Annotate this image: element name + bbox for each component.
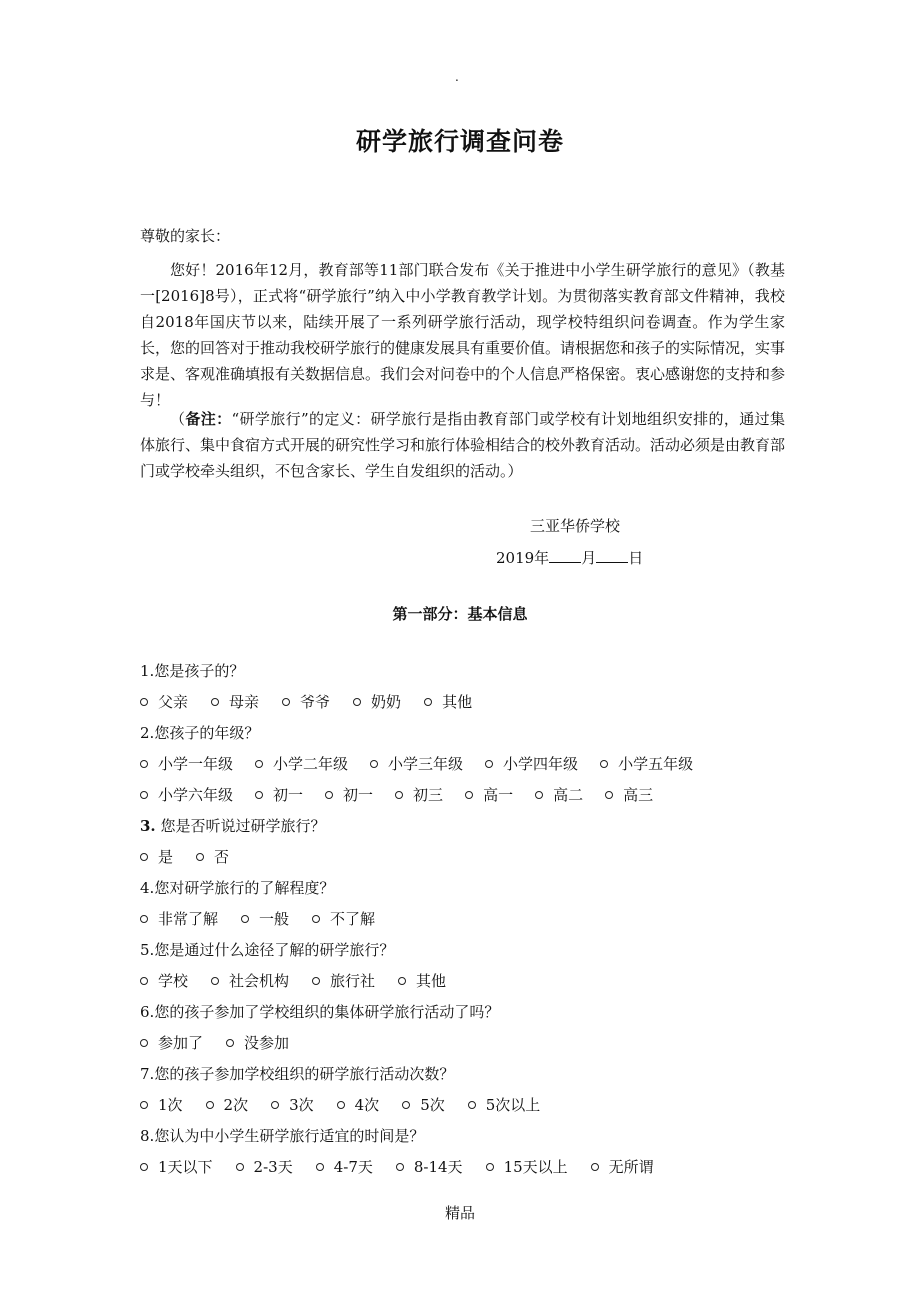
option-label: 1次 [158, 1096, 183, 1114]
radio-option[interactable] [395, 784, 443, 806]
radio-option[interactable] [140, 784, 233, 806]
radio-option[interactable] [236, 1156, 293, 1178]
radio-option[interactable] [140, 1032, 203, 1054]
note-open-paren: （ [170, 410, 186, 428]
question-number: 2. [140, 724, 155, 742]
radio-option[interactable] [271, 1094, 314, 1116]
radio-circle-icon[interactable] [402, 1101, 410, 1109]
radio-circle-icon[interactable] [325, 791, 333, 799]
school-name: 三亚华侨学校 [530, 517, 621, 535]
option-label: 小学六年级 [158, 786, 234, 804]
option-label: 5次 [420, 1096, 445, 1114]
option-label: 小学二年级 [273, 755, 349, 773]
radio-circle-icon[interactable] [211, 977, 219, 985]
radio-option[interactable] [140, 970, 188, 992]
question-number: 6. [140, 1003, 155, 1021]
radio-option[interactable] [312, 908, 375, 930]
radio-option[interactable] [196, 846, 229, 868]
radio-option[interactable] [255, 753, 348, 775]
question-number: 3. [140, 817, 156, 835]
radio-circle-icon[interactable] [485, 760, 493, 768]
radio-option[interactable] [591, 1156, 654, 1178]
radio-option[interactable] [370, 753, 463, 775]
radio-option[interactable] [140, 1156, 213, 1178]
question-text: 您孩子的年级？ [154, 724, 260, 742]
page-title: 研学旅行调查问卷 [355, 127, 564, 156]
radio-circle-icon[interactable] [255, 760, 263, 768]
radio-circle-icon[interactable] [396, 1163, 404, 1171]
question-5 [140, 939, 790, 970]
question-number: 8. [140, 1127, 155, 1145]
question-text: 您认为中小学生研学旅行适宜的时间是？ [154, 1127, 425, 1145]
option-label: 社会机构 [229, 972, 290, 990]
option-label: 4-7天 [333, 1158, 373, 1176]
radio-circle-icon[interactable] [600, 760, 608, 768]
radio-option[interactable] [140, 1094, 183, 1116]
radio-option[interactable] [353, 691, 401, 713]
radio-circle-icon[interactable] [312, 915, 320, 923]
radio-circle-icon[interactable] [211, 698, 219, 706]
header-mark: . [455, 70, 459, 84]
radio-circle-icon[interactable] [282, 698, 290, 706]
radio-option[interactable] [140, 908, 218, 930]
radio-option[interactable] [316, 1156, 373, 1178]
question-7-options [140, 1094, 790, 1116]
option-label: 学校 [158, 972, 189, 990]
option-label: 其他 [442, 693, 473, 711]
option-label: 否 [214, 848, 230, 866]
radio-option[interactable] [282, 691, 330, 713]
radio-option[interactable] [226, 1032, 289, 1054]
option-label: 8-14天 [413, 1158, 463, 1176]
radio-circle-icon[interactable] [337, 1101, 345, 1109]
question-number: 7. [140, 1065, 155, 1083]
radio-circle-icon[interactable] [226, 1039, 234, 1047]
radio-circle-icon[interactable] [395, 791, 403, 799]
question-6-options [140, 1032, 790, 1054]
radio-circle-icon[interactable] [370, 760, 378, 768]
date-month-label: 月 [581, 549, 597, 567]
radio-circle-icon[interactable] [424, 698, 432, 706]
question-1-options [140, 691, 790, 713]
radio-option[interactable] [468, 1094, 541, 1116]
question-text: 您是否听说过研学旅行？ [155, 817, 326, 835]
radio-circle-icon[interactable] [398, 977, 406, 985]
radio-circle-icon[interactable] [468, 1101, 476, 1109]
radio-circle-icon[interactable] [206, 1101, 214, 1109]
question-list [140, 660, 790, 1187]
radio-option[interactable] [424, 691, 472, 713]
radio-option[interactable] [312, 970, 375, 992]
question-text: 您是通过什么途径了解的研学旅行？ [154, 941, 395, 959]
question-6 [140, 1001, 790, 1032]
month-blank[interactable] [549, 546, 581, 563]
option-label: 小学三年级 [388, 755, 464, 773]
intro-paragraph: 您好！2016年12月，教育部等11部门联合发布《关于推进中小学生研学旅行的意见》（教基一[2016]8号），正式将“研学旅行”纳入中小学教育教学计划。为贯彻落实教育部文件精神，我校自2018年国庆节以来，陆续开展了一系列研学旅行活动，现学校特组织问卷调查。作为学生家长，您的回答对于推动我校研学旅行的健康发展具有重要价值。请根据您和孩子的实际情况，实事求是、客观准确填报有关数据信息。我们会对问卷中的个人信息严格保密。衷心感谢您的支持和参与！ [140, 261, 786, 409]
question-number: 4. [140, 879, 155, 897]
radio-circle-icon[interactable] [140, 1039, 148, 1047]
date-year: 2019年 [496, 549, 550, 567]
radio-option[interactable] [486, 1156, 568, 1178]
radio-circle-icon[interactable] [140, 1163, 148, 1171]
radio-circle-icon[interactable] [255, 791, 263, 799]
radio-option[interactable] [140, 846, 173, 868]
note-body: “研学旅行”的定义：研学旅行是指由教育部门或学校有计划地组织安排的，通过集体旅行、集中食宿方式开展的研究性学习和旅行体验相结合的校外教育活动。活动必须是由教育部门或学校牵头组织，不包含家长、学生自发组织的活动。） [140, 410, 786, 480]
footer-text: 精品 [444, 1204, 475, 1222]
radio-circle-icon[interactable] [236, 1163, 244, 1171]
option-label: 初一 [273, 786, 304, 804]
radio-circle-icon[interactable] [605, 791, 613, 799]
option-label: 小学一年级 [158, 755, 234, 773]
question-4-options [140, 908, 790, 930]
question-text: 您是孩子的？ [154, 662, 245, 680]
radio-option[interactable] [535, 784, 583, 806]
radio-option[interactable] [337, 1094, 380, 1116]
radio-circle-icon[interactable] [140, 1101, 148, 1109]
day-blank[interactable] [596, 546, 628, 563]
option-label: 母亲 [229, 693, 260, 711]
option-label: 父亲 [158, 693, 189, 711]
question-2 [140, 722, 790, 753]
question-5-options [140, 970, 790, 992]
option-label: 非常了解 [158, 910, 219, 928]
radio-option[interactable] [600, 753, 693, 775]
question-8-options [140, 1156, 790, 1178]
question-3-options [140, 846, 790, 868]
radio-option[interactable] [396, 1156, 463, 1178]
radio-circle-icon[interactable] [140, 915, 148, 923]
radio-circle-icon[interactable] [140, 791, 148, 799]
question-text: 您的孩子参加学校组织的研学旅行活动次数？ [154, 1065, 455, 1083]
radio-circle-icon[interactable] [316, 1163, 324, 1171]
option-label: 初三 [413, 786, 444, 804]
radio-option[interactable] [211, 691, 259, 713]
option-label: 参加了 [158, 1034, 204, 1052]
radio-circle-icon[interactable] [241, 915, 249, 923]
option-label: 不了解 [330, 910, 376, 928]
question-text: 您对研学旅行的了解程度？ [154, 879, 335, 897]
option-label: 5次以上 [485, 1096, 541, 1114]
radio-option[interactable] [465, 784, 513, 806]
question-7 [140, 1063, 790, 1094]
question-4 [140, 877, 790, 908]
option-label: 高三 [623, 786, 654, 804]
question-text: 您的孩子参加了学校组织的集体研学旅行活动了吗？ [154, 1003, 500, 1021]
salutation: 尊敬的家长： [140, 227, 231, 245]
radio-option[interactable] [140, 753, 233, 775]
radio-circle-icon[interactable] [196, 853, 204, 861]
note-label: 备注： [185, 410, 232, 428]
option-label: 小学五年级 [618, 755, 694, 773]
signature-date [496, 546, 643, 568]
radio-circle-icon[interactable] [591, 1163, 599, 1171]
question-2-options [140, 753, 790, 806]
option-label: 无所谓 [608, 1158, 654, 1176]
radio-circle-icon[interactable] [271, 1101, 279, 1109]
option-label: 没参加 [244, 1034, 290, 1052]
option-label: 3次 [289, 1096, 314, 1114]
option-label: 爷爷 [300, 693, 331, 711]
option-label: 奶奶 [371, 693, 402, 711]
option-label: 高一 [483, 786, 514, 804]
radio-circle-icon[interactable] [486, 1163, 494, 1171]
radio-circle-icon[interactable] [535, 791, 543, 799]
radio-circle-icon[interactable] [140, 698, 148, 706]
option-label: 2-3天 [253, 1158, 293, 1176]
radio-option[interactable] [140, 691, 188, 713]
option-label: 高二 [553, 786, 584, 804]
question-8 [140, 1125, 790, 1156]
option-label: 2次 [223, 1096, 249, 1114]
option-label: 是 [158, 848, 174, 866]
question-3 [140, 815, 790, 846]
radio-option[interactable] [485, 753, 578, 775]
option-label: 1天以下 [158, 1158, 213, 1176]
option-label: 4次 [354, 1096, 380, 1114]
radio-circle-icon[interactable] [312, 977, 320, 985]
radio-circle-icon[interactable] [140, 760, 148, 768]
radio-option[interactable] [398, 970, 446, 992]
section-title: 第一部分：基本信息 [392, 605, 528, 623]
radio-option[interactable] [255, 784, 303, 806]
radio-option[interactable] [605, 784, 653, 806]
radio-circle-icon[interactable] [465, 791, 473, 799]
radio-circle-icon[interactable] [353, 698, 361, 706]
note-paragraph [140, 406, 785, 484]
radio-option[interactable] [402, 1094, 445, 1116]
option-label: 小学四年级 [503, 755, 579, 773]
radio-circle-icon[interactable] [140, 977, 148, 985]
question-number: 1. [140, 662, 155, 680]
option-label: 15天以上 [503, 1158, 568, 1176]
radio-option[interactable] [325, 784, 373, 806]
option-label: 初一 [343, 786, 374, 804]
question-number: 5. [140, 941, 155, 959]
radio-option[interactable] [206, 1094, 249, 1116]
radio-option[interactable] [211, 970, 289, 992]
radio-option[interactable] [241, 908, 289, 930]
radio-circle-icon[interactable] [140, 853, 148, 861]
question-1 [140, 660, 790, 691]
option-label: 旅行社 [330, 972, 376, 990]
date-day-label: 日 [628, 549, 644, 567]
option-label: 其他 [416, 972, 447, 990]
option-label: 一般 [259, 910, 290, 928]
